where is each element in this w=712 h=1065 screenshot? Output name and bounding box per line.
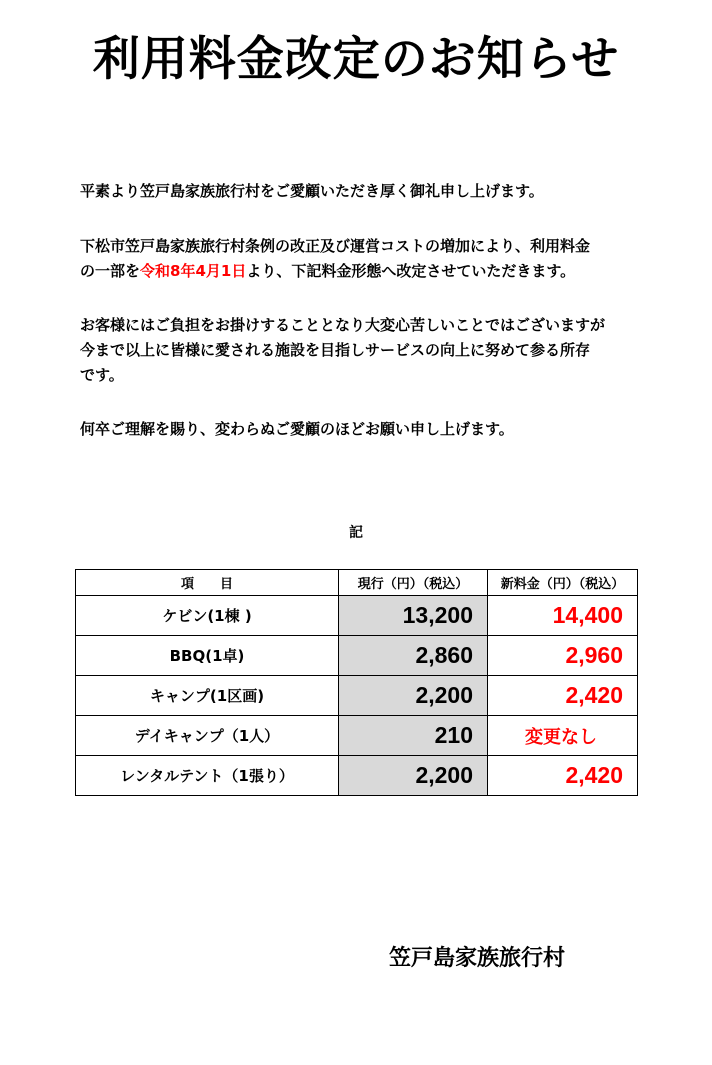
row-item: ケビン(1棟 ) [76, 596, 339, 636]
revision-paragraph [80, 234, 680, 284]
row-item: デイキャンプ（1人） [76, 716, 339, 756]
row-new-price: 2,420 [488, 756, 638, 796]
row-current-price: 2,860 [339, 636, 488, 676]
table-row [76, 716, 638, 756]
table-row [76, 676, 638, 716]
revision-line-1: 下松市笠戸島家族旅行村条例の改正及び運営コストの増加により、利用料金 [80, 237, 591, 255]
row-item: キャンプ(1区画) [76, 676, 339, 716]
fee-table [75, 569, 638, 796]
row-current-price: 210 [339, 716, 488, 756]
closing-text: 何卒ご理解を賜り、変わらぬご愛顧のほどお願い申し上げます。 [80, 420, 514, 438]
apology-line-2: 今まで以上に皆様に愛される施設を目指しサービスの向上に努めて参る所存 [80, 341, 591, 359]
apology-line-3: です。 [80, 366, 124, 384]
ki-heading: 記 [349, 525, 363, 541]
organization-name: 笠戸島家族旅行村 [389, 946, 566, 971]
closing-paragraph [80, 417, 680, 442]
header-current: 現行（円）（税込） [339, 570, 488, 596]
table-row [76, 636, 638, 676]
greeting-paragraph [80, 179, 680, 204]
greeting-text: 平素より笠戸島家族旅行村をご愛顧いただき厚く御礼申し上げます。 [80, 182, 544, 200]
table-row [76, 756, 638, 796]
header-item: 項 目 [76, 570, 339, 596]
table-header-row [76, 570, 638, 596]
header-new: 新料金（円）（税込） [488, 570, 638, 596]
row-current-price: 2,200 [339, 676, 488, 716]
row-new-price: 2,420 [488, 676, 638, 716]
row-item: BBQ(1卓) [76, 636, 339, 676]
page-title: 利用料金改定のお知らせ [92, 32, 620, 87]
row-new-price: 14,400 [488, 596, 638, 636]
apology-paragraph [80, 313, 680, 388]
table-row [76, 596, 638, 636]
row-new-price: 変更なし [488, 716, 638, 756]
row-item: レンタルテント（1張り） [76, 756, 339, 796]
row-current-price: 13,200 [339, 596, 488, 636]
apology-line-1: お客様にはご負担をお掛けすることとなり大変心苦しいことではございますが [80, 316, 606, 334]
effective-date: 令和8年4月1日 [140, 262, 247, 280]
revision-line-2-pre: の一部を [80, 262, 141, 280]
row-new-price: 2,960 [488, 636, 638, 676]
row-current-price: 2,200 [339, 756, 488, 796]
revision-line-2-post: より、下記料金形態へ改定させていただきます。 [246, 262, 576, 280]
